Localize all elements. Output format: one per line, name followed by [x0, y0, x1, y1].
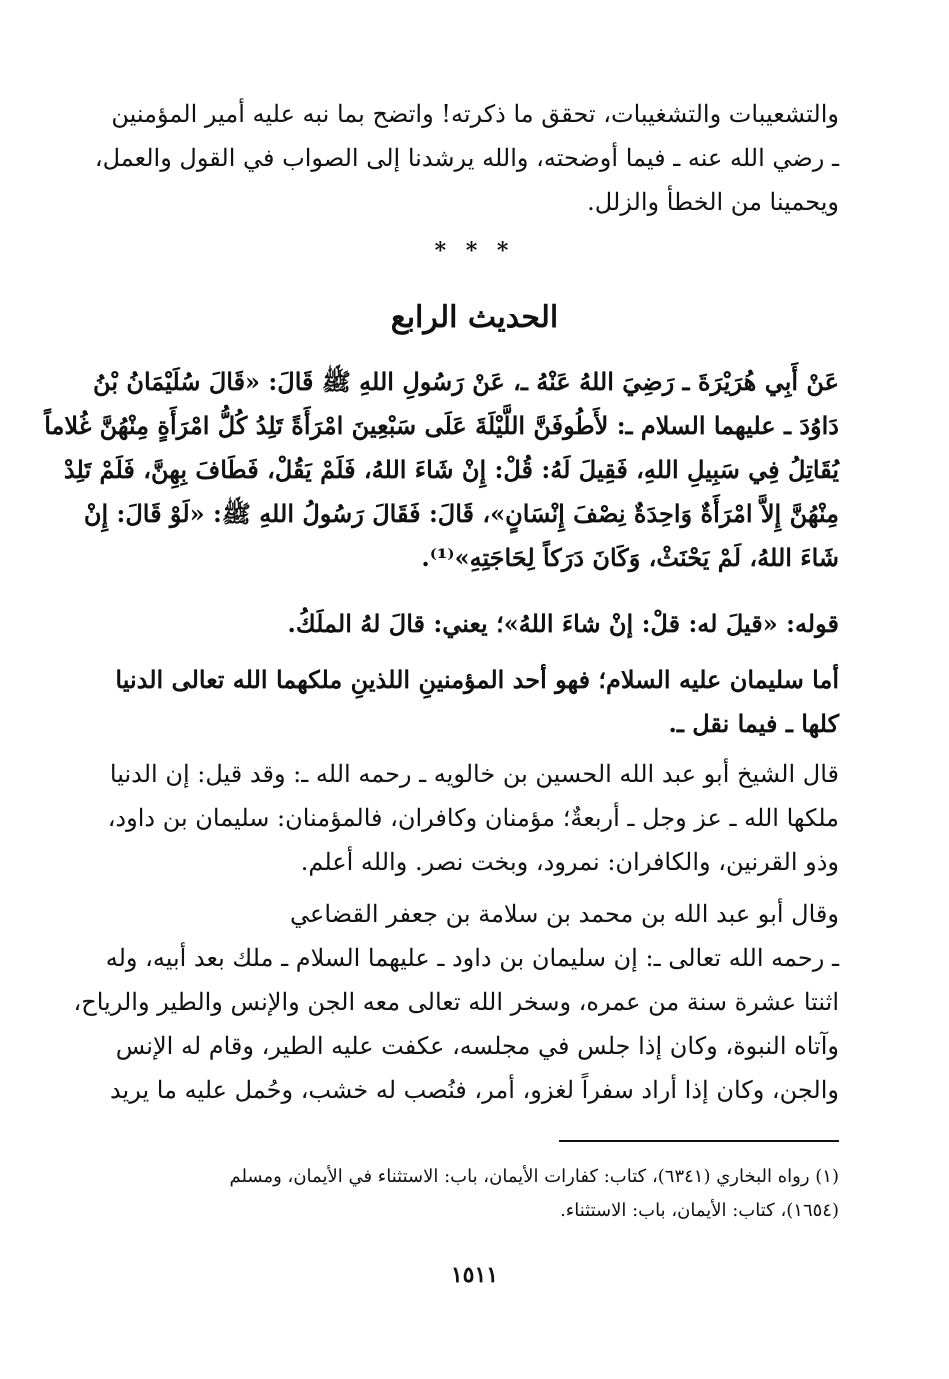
section-heading: الحديث الرابع: [390, 300, 559, 335]
khalawayh-paragraph: [107, 752, 839, 884]
sulayman-line-2: كلها ـ فيما نقل ـ.: [668, 709, 839, 738]
footnote-line-2: (١٦٥٤)، كتاب: الأيمان، باب: الاستثناء.: [560, 1200, 839, 1221]
qudai-line-2: ـ رحمه الله تعالى ـ: إن سليمان بن داود ـ عليهما السلام ـ ملك بعد أبيه، وله: [105, 944, 839, 972]
intro-line-1: والتشعيبات والتشغيبات، تحقق ما ذكرته! واتضح بما نبه عليه أمير المؤمنين: [111, 100, 839, 128]
hadith-line-1: عَنْ أَبِي هُرَيْرَةَ ـ رَضِيَ اللهُ عَنْهُ ـ، عَنْ رَسُولِ اللهِ ﷺ قَالَ: «قَالَ سُلَيْمَانُ بْنُ: [93, 367, 839, 396]
quote-line: قوله: «قيلَ له: قلْ: إنْ شاءَ اللهُ»؛ يعني: قالَ لهُ الملَكُ.: [287, 609, 839, 638]
section-separator: * * *: [434, 238, 515, 264]
khalawayh-line-3: وذو القرنين، والكافران: نمرود، وبخت نصر. والله أعلم.: [300, 848, 839, 876]
footnote-line-1: (١) رواه البخاري (٦٣٤١)، كتاب: كفارات الأيمان، باب: الاستثناء في الأيمان، ومسلم: [229, 1166, 839, 1187]
sulayman-line-1: أما سليمان عليه السلام؛ فهو أحد المؤمنينِ اللذينِ ملكهما الله تعالى الدنيا: [115, 665, 839, 694]
hadith-line-5: شَاءَ اللهُ، لَمْ يَحْنَثْ، وَكَانَ دَرَكاً لِحَاجَتِهِ»⁽¹⁾.: [421, 543, 839, 572]
sulayman-paragraph: [115, 658, 839, 746]
khalawayh-line-2: ملكها الله ـ عز وجل ـ أربعةٌ؛ مؤمنان وكافران، فالمؤمنان: سليمان بن داود،: [107, 804, 839, 832]
qudai-line-5: والجن، وكان إذا أراد سفراً لغزو، أمر، فنُصب له خشب، وحُمل عليه ما يريد: [109, 1076, 839, 1104]
intro-paragraph: [94, 92, 839, 224]
qudai-line-3: اثنتا عشرة سنة من عمره، وسخر الله تعالى معه الجن والإنس والطير والرياح،: [73, 988, 839, 1016]
hadith-line-2: دَاوُدَ ـ عليهما السلام ـ: لأَطُوفَنَّ اللَّيْلَةَ عَلَى سَبْعِينَ امْرَأَةً تَلِدُ كُلُّ امْرَأَةٍ مِنْهُنَّ غُلاماً: [44, 411, 839, 440]
hadith-text: [44, 360, 839, 580]
qudai-paragraph: [73, 892, 839, 1112]
quote-paragraph: [125, 602, 839, 646]
hadith-line-3: يُقَاتِلُ فِي سَبِيلِ اللهِ، فَقِيلَ لَهُ: قُلْ: إِنْ شَاءَ اللهُ، فَلَمْ يَقُلْ، فَطَافَ بِهِنَّ، فَلَمْ تَلِدْ: [63, 455, 839, 484]
page-number: ١٥١١: [450, 1262, 499, 1288]
intro-line-3: ويحمينا من الخطأ والزلل.: [587, 188, 839, 216]
qudai-line-1: وقال أبو عبد الله بن محمد بن سلامة بن جعفر القضاعي: [290, 900, 839, 928]
footnote: [125, 1160, 839, 1228]
khalawayh-line-1: قال الشيخ أبو عبد الله الحسين بن خالويه ـ رحمه الله ـ: وقد قيل: إن الدنيا: [109, 760, 839, 788]
intro-line-2: ـ رضي الله عنه ـ فيما أوضحته، والله يرشدنا إلى الصواب في القول والعمل،: [94, 144, 839, 172]
footnote-divider: [559, 1140, 839, 1142]
qudai-line-4: وآتاه النبوة، وكان إذا جلس في مجلسه، عكفت عليه الطير، وقام له الإنس: [115, 1032, 839, 1060]
hadith-line-4: مِنْهُنَّ إِلاَّ امْرَأَةٌ وَاحِدَةٌ نِصْفَ إِنْسَانٍ»، قَالَ: فَقَالَ رَسُولُ اللهِ ﷺ: «لَوْ قَالَ: إِنْ: [83, 499, 839, 528]
